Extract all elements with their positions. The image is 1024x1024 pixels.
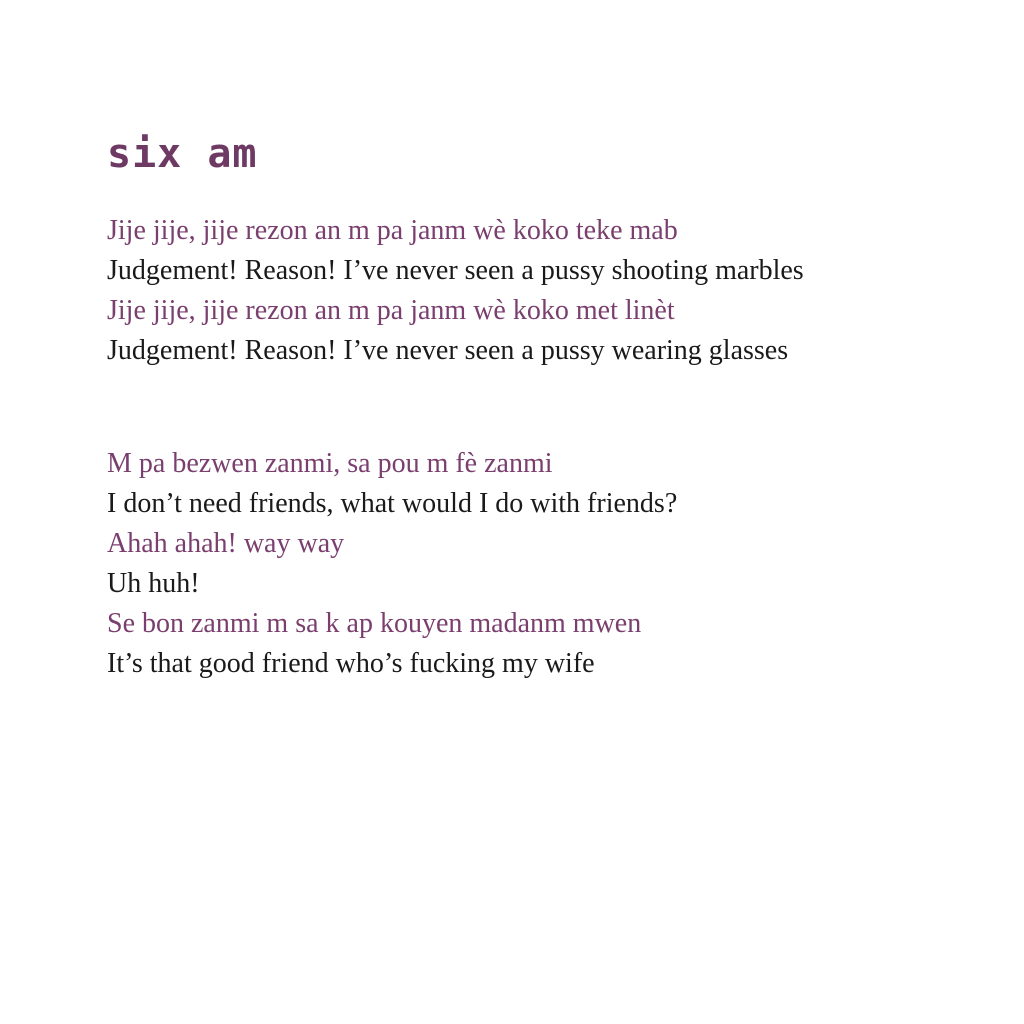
- english-translation-line: Judgement! Reason! I’ve never seen a pussy shooting marbles: [107, 255, 804, 286]
- english-translation-line: It’s that good friend who’s fucking my wife: [107, 648, 595, 679]
- creole-line: Jije jije, jije rezon an m pa janm wè koko teke mab: [107, 215, 678, 246]
- creole-line: M pa bezwen zanmi, sa pou m fè zanmi: [107, 448, 553, 479]
- english-translation-line: I don’t need friends, what would I do with friends?: [107, 488, 678, 519]
- creole-line: Ahah ahah! way way: [107, 528, 345, 559]
- english-translation-line: Judgement! Reason! I’ve never seen a pussy wearing glasses: [107, 335, 789, 366]
- stanza-1: [107, 211, 804, 371]
- creole-line: Se bon zanmi m sa k ap kouyen madanm mwen: [107, 608, 642, 639]
- english-translation-line: Uh huh!: [107, 568, 200, 599]
- poem-title: six am: [107, 131, 258, 177]
- creole-line: Jije jije, jije rezon an m pa janm wè koko met linèt: [107, 295, 675, 326]
- stanza-2: [107, 444, 677, 684]
